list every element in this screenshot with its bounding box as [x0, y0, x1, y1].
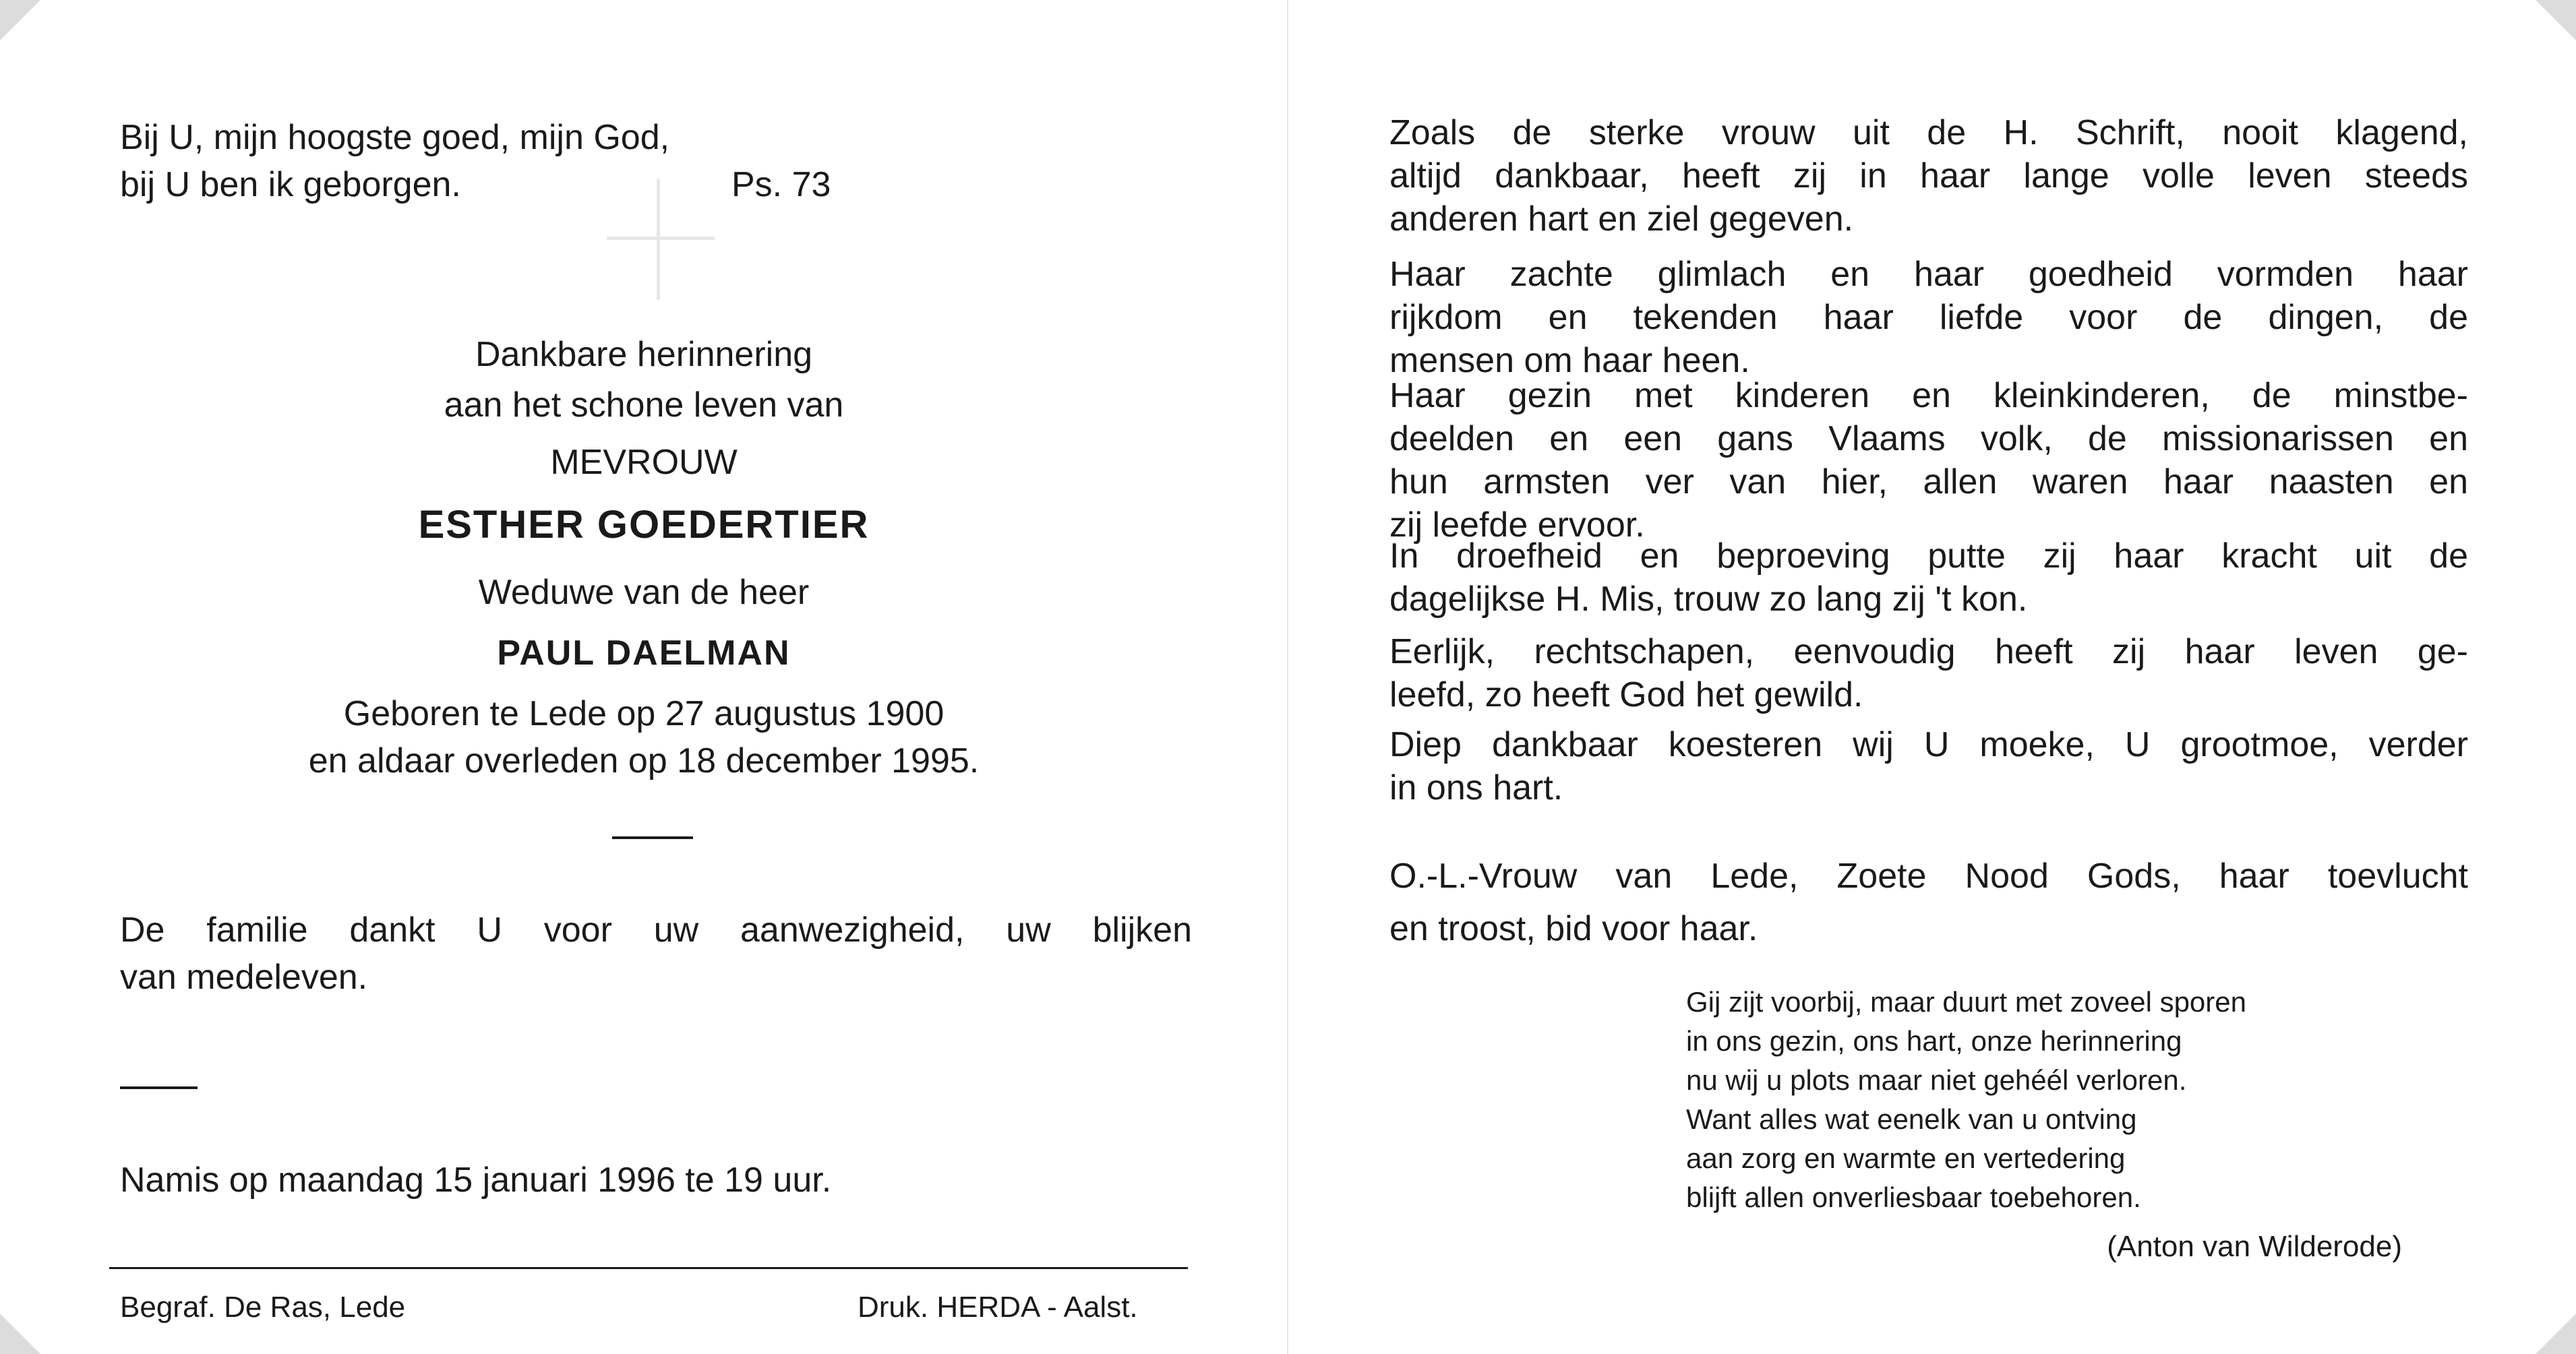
widow-of: Weduwe van de heer — [478, 573, 810, 612]
memorial-line: deelden en een gans Vlaams volk, de missionarissen en — [1389, 419, 2468, 458]
memorial-line: altijd dankbaar, heeft zij in haar lange volle leven steeds — [1389, 156, 2468, 195]
poem-author: (Anton van Wilderode) — [2107, 1230, 2402, 1263]
death-line: en aldaar overleden op 18 december 1995. — [308, 741, 980, 780]
deceased-name: ESTHER GOEDERTIER — [418, 503, 870, 547]
memorial-line: Haar gezin met kinderen en kleinkinderen, de minstbe- — [1389, 376, 2468, 415]
undertaker: Begraf. De Ras, Lede — [120, 1291, 406, 1324]
poem-line: in ons gezin, ons hart, onze herinnering — [1686, 1025, 2182, 1057]
memorial-line: In droefheid en beproeving putte zij haar kracht uit de — [1389, 536, 2468, 576]
memorial-line: Eerlijk, rechtschapen, eenvoudig heeft zij haar leven ge- — [1389, 632, 2468, 671]
husband-name: PAUL DAELMAN — [497, 634, 791, 673]
psalm-reference: Ps. 73 — [731, 165, 831, 204]
prayer-paragraph — [1389, 855, 2468, 950]
poem-line: nu wij u plots maar niet gehéél verloren. — [1686, 1064, 2187, 1096]
corner-cut — [0, 1314, 40, 1354]
psalm-line-2: bij U ben ik geborgen. — [120, 165, 461, 204]
footer-rule — [109, 1267, 1188, 1269]
memorial-line: Diep dankbaar koesteren wij U moeke, U grootmoe, verder — [1389, 725, 2468, 764]
memorial-line: mensen om haar heen. — [1389, 341, 1750, 380]
printer: Druk. HERDA - Aalst. — [858, 1291, 1138, 1324]
corner-cut — [2536, 1314, 2576, 1354]
memorial-paragraph — [1389, 534, 2468, 621]
psalm-line-1: Bij U, mijn hoogste goed, mijn God, — [120, 118, 670, 157]
memorial-line: dagelijkse H. Mis, trouw zo lang zij 't kon. — [1389, 580, 2028, 619]
right-card — [1288, 0, 2576, 1354]
memorial-paragraph — [1389, 374, 2468, 547]
memorial-paragraph — [1389, 111, 2468, 241]
memorial-line: Haar zachte glimlach en haar goedheid vormden haar — [1389, 255, 2468, 294]
thanks-line-1: De familie dankt U voor uw aanwezigheid, uw blijken — [120, 911, 1192, 950]
corner-cut — [2536, 0, 2576, 40]
thanks-line-2: van medeleven. — [120, 958, 368, 997]
thanks-paragraph — [120, 909, 1192, 999]
prayer-line-1: O.-L.-Vrouw van Lede, Zoete Nood Gods, haar toevlucht — [1389, 857, 2468, 896]
intro-line-2: aan het schone leven van — [444, 386, 844, 425]
birth-line: Geboren te Lede op 27 augustus 1900 — [343, 694, 945, 733]
title-mevrouw: MEVROUW — [550, 443, 738, 482]
memorial-line: rijkdom en tekenden haar liefde voor de dingen, de — [1389, 298, 2468, 337]
memorial-line: anderen hart en ziel gegeven. — [1389, 199, 1854, 239]
poem-line: aan zorg en warmte en vertedering — [1686, 1142, 2126, 1174]
memorial-line: Zoals de sterke vrouw uit de H. Schrift, nooit klagend, — [1389, 113, 2468, 152]
divider — [120, 1086, 198, 1089]
poem-line: Want alles wat eenelk van u ontving — [1686, 1103, 2137, 1135]
memorial-line: in ons hart. — [1389, 768, 1563, 807]
intro-line-1: Dankbare herinnering — [475, 335, 813, 374]
memorial-paragraph — [1389, 723, 2468, 809]
embossed-cross-icon — [607, 179, 715, 300]
divider — [612, 836, 693, 839]
memorial-line: zij leefde ervoor. — [1389, 505, 1645, 545]
poem — [1686, 983, 2394, 1217]
memorial-line: leefd, zo heeft God het gewild. — [1389, 675, 1863, 714]
poem-line: Gij zijt voorbij, maar duurt met zoveel sporen — [1686, 986, 2246, 1018]
poem-line: blijft allen onverliesbaar toebehoren. — [1686, 1181, 2141, 1213]
memorial-paragraph — [1389, 253, 2468, 382]
prayer-line-2: en troost, bid voor haar. — [1389, 909, 1758, 948]
memorial-paragraph — [1389, 630, 2468, 716]
service-info: Namis op maandag 15 januari 1996 te 19 uur. — [120, 1161, 832, 1200]
memorial-line: hun armsten ver van hier, allen waren haar naasten en — [1389, 462, 2468, 501]
corner-cut — [0, 0, 40, 40]
